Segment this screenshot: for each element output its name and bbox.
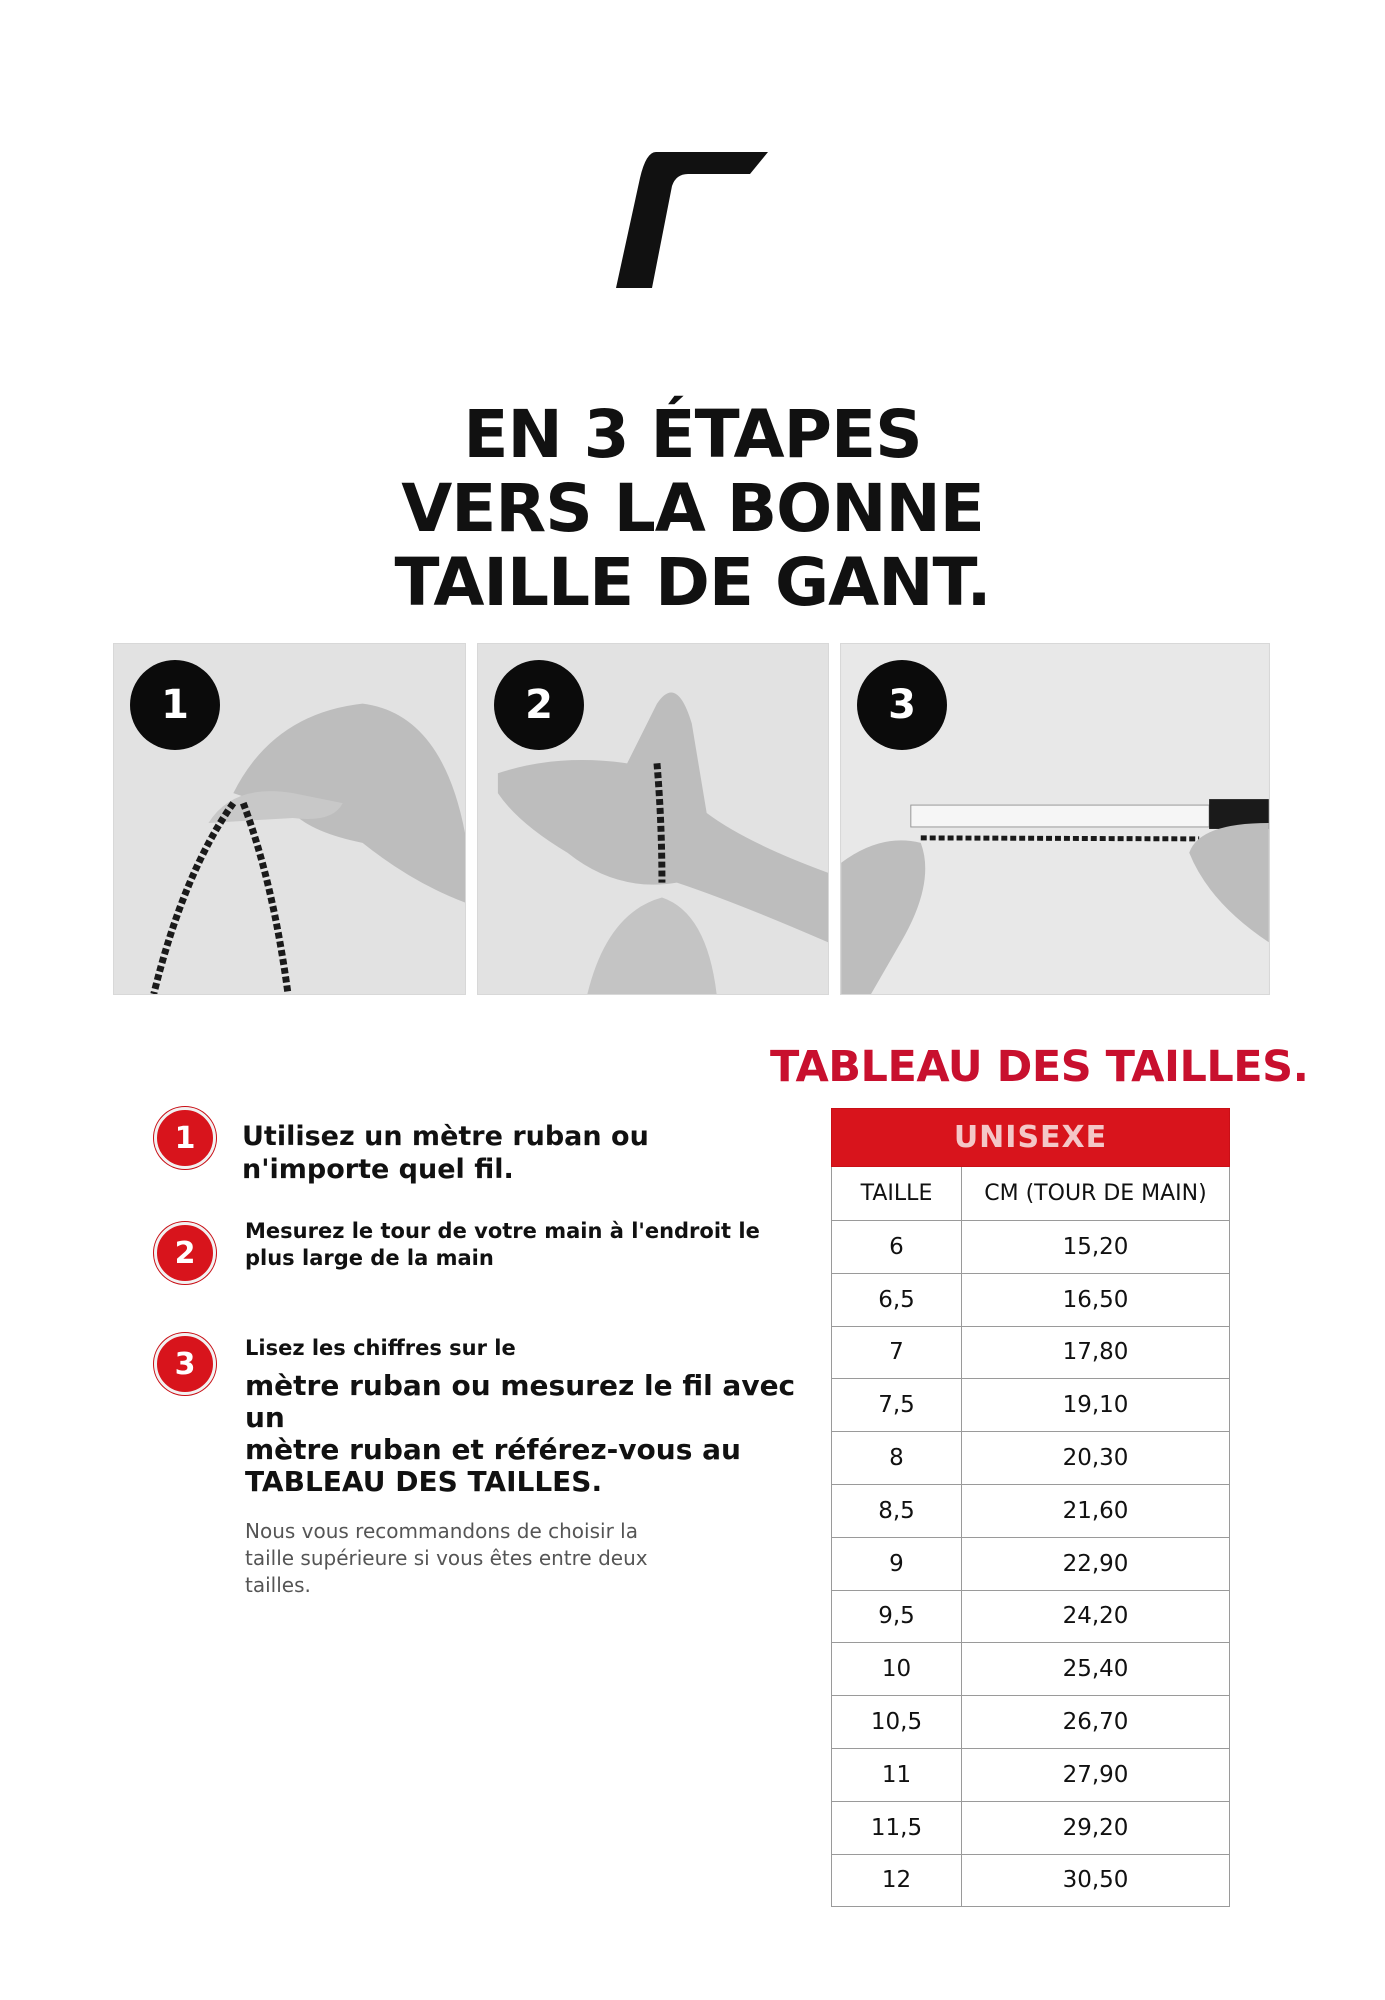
cm-cell: 22,90 — [962, 1537, 1230, 1590]
table-row — [832, 1801, 1230, 1854]
step-number-1: 1 — [130, 660, 220, 750]
size-cell: 11 — [832, 1748, 962, 1801]
cm-cell: 26,70 — [962, 1696, 1230, 1749]
size-cell: 6 — [832, 1221, 962, 1274]
table-row — [832, 1854, 1230, 1907]
table-row — [832, 1273, 1230, 1326]
step-photo-2 — [477, 643, 829, 995]
step-3-text — [245, 1370, 815, 1498]
step-2-line-1: Mesurez le tour de votre main à l'endroit le — [245, 1219, 760, 1243]
size-table-group-header: UNISEXE — [832, 1109, 1230, 1167]
step-2-line-2: plus large de la main — [245, 1246, 494, 1270]
size-table-title: TABLEAU DES TAILLES. — [770, 1042, 1309, 1092]
cm-cell: 19,10 — [962, 1379, 1230, 1432]
cm-cell: 25,40 — [962, 1643, 1230, 1696]
cm-cell: 29,20 — [962, 1801, 1230, 1854]
size-cell: 8,5 — [832, 1484, 962, 1537]
table-row — [832, 1643, 1230, 1696]
step-3-line-2: mètre ruban et référez-vous au — [245, 1433, 741, 1466]
size-cell: 6,5 — [832, 1273, 962, 1326]
note-line-1: Nous vous recommandons de choisir la — [245, 1519, 638, 1543]
step-1-line-2: n'importe quel fil. — [242, 1154, 514, 1185]
headline-line-1: EN 3 ÉTAPES — [463, 396, 922, 473]
size-cell: 9,5 — [832, 1590, 962, 1643]
table-row — [832, 1326, 1230, 1379]
step-photo-3 — [840, 643, 1270, 995]
size-table — [831, 1108, 1230, 1907]
table-row — [832, 1484, 1230, 1537]
step-2-text — [245, 1218, 785, 1272]
note-line-3: tailles. — [245, 1573, 311, 1597]
table-row — [832, 1432, 1230, 1485]
cm-cell: 24,20 — [962, 1590, 1230, 1643]
step-photo-1 — [113, 643, 466, 995]
step-3-line-3: TABLEAU DES TAILLES. — [245, 1465, 603, 1498]
cm-cell: 30,50 — [962, 1854, 1230, 1907]
column-header-cm: CM (TOUR DE MAIN) — [962, 1167, 1230, 1221]
step-badge-1: 1 — [154, 1107, 216, 1169]
size-cell: 9 — [832, 1537, 962, 1590]
table-row — [832, 1537, 1230, 1590]
table-row — [832, 1748, 1230, 1801]
step-badge-2: 2 — [154, 1222, 216, 1284]
cm-cell: 16,50 — [962, 1273, 1230, 1326]
page-headline — [0, 398, 1385, 620]
headline-line-3: TAILLE DE GANT. — [394, 544, 991, 621]
step-3-intro: Lisez les chiffres sur le — [245, 1336, 516, 1360]
size-cell: 11,5 — [832, 1801, 962, 1854]
table-row — [832, 1221, 1230, 1274]
column-header-size: TAILLE — [832, 1167, 962, 1221]
table-row — [832, 1696, 1230, 1749]
size-cell: 7,5 — [832, 1379, 962, 1432]
size-cell: 8 — [832, 1432, 962, 1485]
size-cell: 12 — [832, 1854, 962, 1907]
size-cell: 10,5 — [832, 1696, 962, 1749]
size-recommendation-note — [245, 1518, 665, 1599]
step-number-2: 2 — [494, 660, 584, 750]
step-3-line-1: mètre ruban ou mesurez le fil avec un — [245, 1369, 796, 1434]
step-number-3: 3 — [857, 660, 947, 750]
step-1-line-1: Utilisez un mètre ruban ou — [242, 1121, 649, 1152]
step-1-text — [242, 1120, 802, 1186]
cm-cell: 27,90 — [962, 1748, 1230, 1801]
table-row — [832, 1379, 1230, 1432]
note-line-2: taille supérieure si vous êtes entre deux — [245, 1546, 648, 1570]
cm-cell: 20,30 — [962, 1432, 1230, 1485]
step-badge-3: 3 — [154, 1333, 216, 1395]
brand-logo — [616, 152, 768, 288]
cm-cell: 15,20 — [962, 1221, 1230, 1274]
cm-cell: 17,80 — [962, 1326, 1230, 1379]
size-cell: 7 — [832, 1326, 962, 1379]
table-row — [832, 1590, 1230, 1643]
size-cell: 10 — [832, 1643, 962, 1696]
headline-line-2: VERS LA BONNE — [401, 470, 984, 547]
cm-cell: 21,60 — [962, 1484, 1230, 1537]
